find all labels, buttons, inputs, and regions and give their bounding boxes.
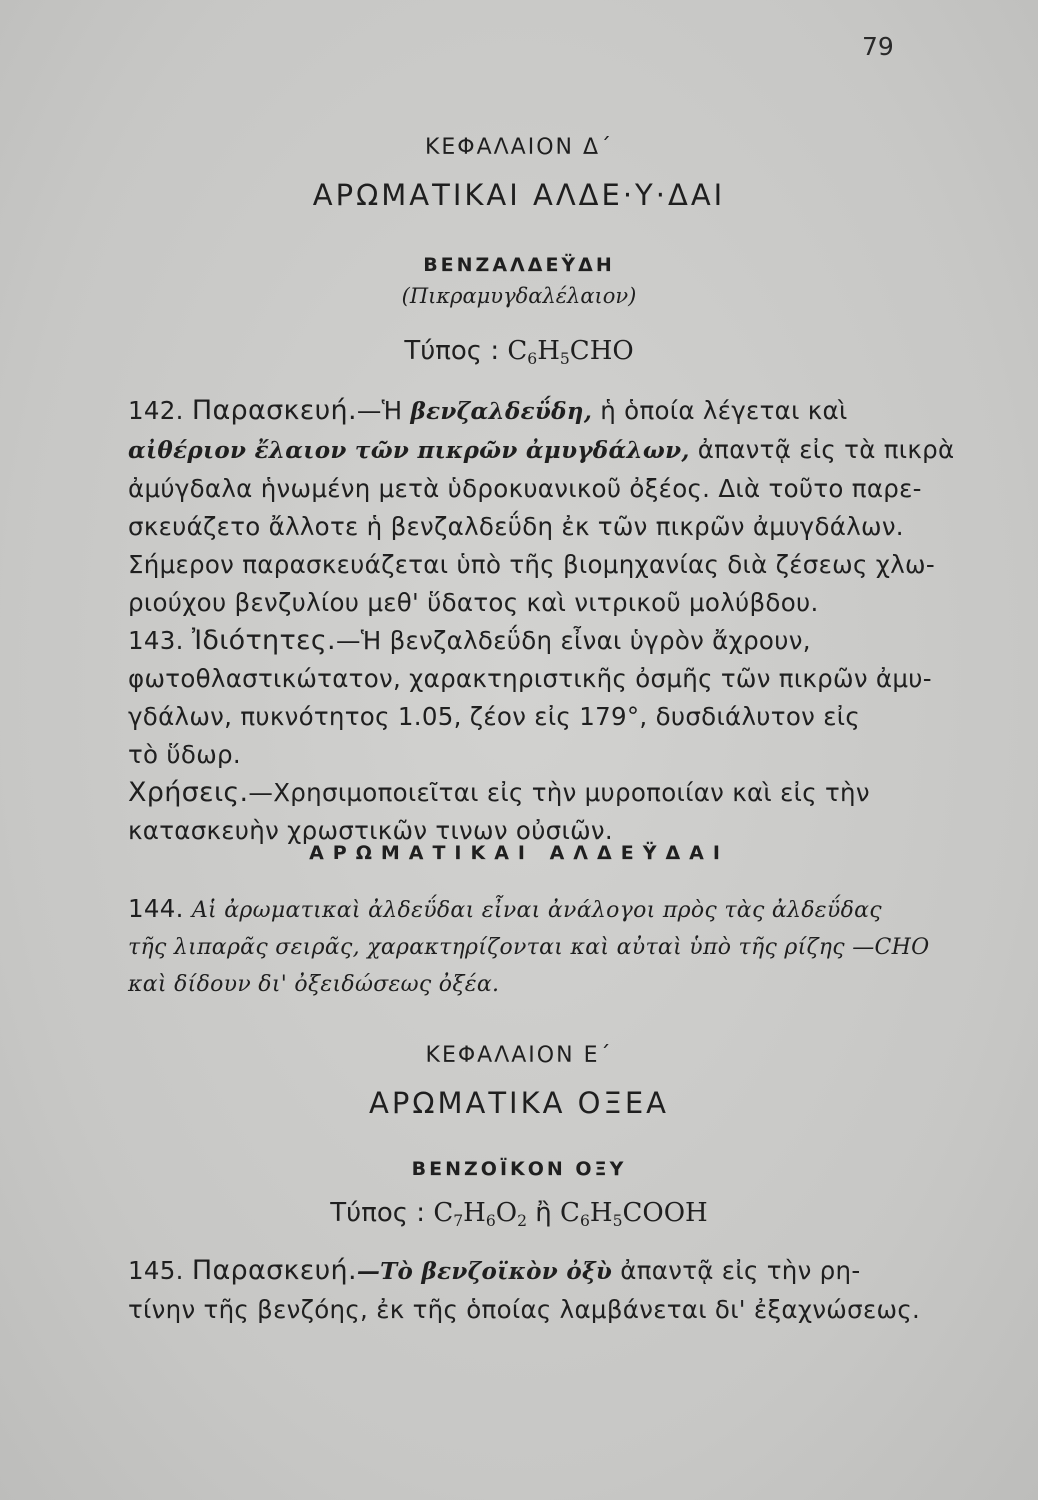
- benzoic-acid-heading: ΒΕΝΖΟΪΚΟΝ ΟΞΥ: [411, 1158, 627, 1180]
- p145-term-benzoic: —Τὸ βενζοϊκὸν ὀξὺ: [356, 1258, 613, 1285]
- p145-line-2: τίνην τῆς βενζόης, ἐκ τῆς ὁποίας λαμβάνεται δι' ἐξαχνώσεως.: [128, 1295, 921, 1324]
- chapter-e-label: ΚΕΦΑΛΑΙΟΝ Ε΄: [425, 1043, 613, 1068]
- p142-line-1: [128, 392, 923, 431]
- p145-number: 145.: [128, 1256, 184, 1285]
- chapter-d-title: ΑΡΩΜΑΤΙΚΑΙ ΑΛΔΕ·Υ·ΔΑΙ: [312, 178, 726, 212]
- p142-line-4: σκευάζετο ἄλλοτε ἡ βενζαλδεΰδη ἐκ τῶν πικρῶν ἀμυγδάλων.: [128, 512, 904, 541]
- p144-l1: Αἱ ἀρωματικαὶ ἀλδεΰδαι εἶναι ἀνάλογοι πρὸς τὰς ἀλδεΰδας: [191, 898, 882, 923]
- p142-number: 142.: [128, 396, 184, 425]
- p142-l1a: —Ἡ: [356, 396, 403, 425]
- p143-l1: —Ἡ βενζαλδεΰδη εἶναι ὑγρὸν ἄχρουν,: [335, 626, 811, 655]
- aromatic-aldehydes-heading: ΑΡΩΜΑΤΙΚΑΙ ΑΛΔΕΫΔΑΙ: [309, 842, 729, 864]
- uses-l1: —Χρησιμοποιεῖται εἰς τὴν μυροποιίαν καὶ εἰς τὴν: [248, 778, 870, 807]
- benzoic-acid-formula: [0, 1198, 1038, 1228]
- p144-line-2: τῆς λιπαρᾶς σειρᾶς, χαρακτηρίζονται καὶ αὐταὶ ὑπὸ τῆς ρίζης —CHO: [128, 935, 930, 960]
- uses-line-2: κατασκευὴν χρωστικῶν τινων οὐσιῶν.: [128, 816, 613, 845]
- formula-label-e: Τύπος :: [330, 1198, 426, 1228]
- p143-line-4: τὸ ὕδωρ.: [128, 740, 241, 769]
- page-number: 79: [862, 32, 894, 61]
- paragraph-145: [128, 1252, 923, 1329]
- chapter-e-title: ΑΡΩΜΑΤΙΚΑ ΟΞΕΑ: [369, 1086, 669, 1120]
- formula-c6h5cooh: $C_6H_5COOH$: [560, 1198, 708, 1230]
- p142-l2b: ἀπαντᾷ εἰς τὰ πικρὰ: [697, 435, 955, 464]
- formula-label: Τύπος :: [404, 336, 500, 366]
- p142-l1c: ἡ ὁποία λέγεται καὶ: [600, 396, 848, 425]
- p143-line-3: γδάλων, πυκνότητος 1.05, ζέον εἰς 179°, δυσδιάλυτον εἰς: [128, 702, 861, 731]
- p142-term-oil: αἰθέριον ἔλαιον τῶν πικρῶν ἀμυγδάλων,: [128, 437, 690, 464]
- p142-line-6: ριούχου βενζυλίου μεθ' ὕδατος καὶ νιτρικοῦ μολύβδου.: [128, 588, 819, 617]
- p144-line-3: καὶ δίδουν δι' ὀξειδώσεως ὀξέα.: [128, 972, 500, 997]
- p144-number: 144.: [128, 894, 184, 923]
- formula-or: ἢ: [535, 1198, 552, 1228]
- formula-c6h5cho: $C_6H_5CHO$: [507, 336, 634, 368]
- uses-heading: Χρήσεις.: [128, 777, 249, 808]
- benzaldehyde-alt-name: (Πικραμυγδαλέλαιον): [401, 284, 637, 308]
- p144-line-1: [128, 890, 923, 929]
- p142-heading: Παρασκευή.: [191, 395, 357, 426]
- benzaldehyde-formula: [0, 336, 1038, 366]
- p143-heading: Ἰδιότητες.: [191, 625, 336, 656]
- p145-line-1: [128, 1252, 923, 1291]
- p143-line-1: [128, 622, 923, 660]
- uses-line-1: [128, 774, 923, 812]
- p142-line-5: Σήμερον παρασκευάζεται ὑπὸ τῆς βιομηχανίας διὰ ζέσεως χλω-: [128, 550, 935, 579]
- formula-c7h6o2: $C_7H_6O_2$: [433, 1198, 528, 1230]
- paragraph-142: [128, 392, 955, 850]
- p142-line-2: [128, 431, 955, 470]
- p145-heading: Παρασκευή.: [191, 1255, 357, 1286]
- benzaldehyde-heading: ΒΕΝΖΑΛΔΕΫΔΗ: [423, 254, 615, 276]
- p142-term-benzaldehyde: βενζαλδεΰδη,: [410, 398, 593, 425]
- p142-line-3: ἀμύγδαλα ἡνωμένη μετὰ ὑδροκυανικοῦ ὀξέος. Διὰ τοῦτο παρε-: [128, 474, 922, 503]
- chapter-d-label: ΚΕΦΑΛΑΙΟΝ Δ΄: [424, 135, 614, 160]
- p145-l1b: ἀπαντᾷ εἰς τὴν ρη-: [620, 1256, 861, 1285]
- paragraph-144: [128, 890, 930, 1003]
- p143-number: 143.: [128, 626, 184, 655]
- p143-line-2: φωτοθλαστικώτατον, χαρακτηριστικῆς ὀσμῆς τῶν πικρῶν ἀμυ-: [128, 664, 932, 693]
